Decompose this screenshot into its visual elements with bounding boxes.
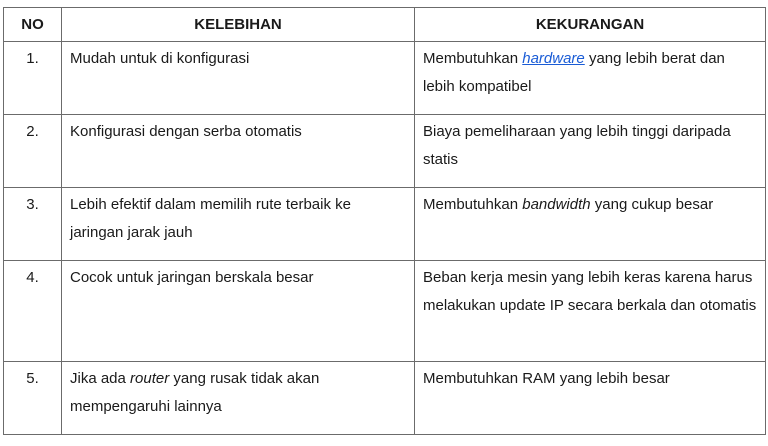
kelebihan-text: Jika ada	[70, 370, 131, 387]
table-row	[4, 362, 766, 435]
kekurangan-cell: Beban kerja mesin yang lebih keras karena harus melakukan update IP secara berkala dan otomatis	[415, 261, 766, 362]
kekurangan-text: yang cukup besar	[590, 196, 714, 213]
kelebihan-text: yang rusak tidak akan mempengaruhi lainnya	[70, 370, 320, 415]
kelebihan-cell: Cocok untuk jaringan berskala besar	[62, 261, 415, 362]
table-row	[4, 188, 766, 261]
table-row	[4, 115, 766, 188]
kekurangan-cell	[415, 188, 766, 261]
header-kekurangan: KEKURANGAN	[415, 8, 766, 42]
kekurangan-cell	[415, 42, 766, 115]
router-term: router	[130, 370, 170, 387]
header-kelebihan: KELEBIHAN	[62, 8, 415, 42]
kekurangan-text: Membutuhkan	[423, 196, 523, 213]
kelebihan-cell: Mudah untuk di konfigurasi	[62, 42, 415, 115]
hardware-link[interactable]: hardware	[522, 50, 585, 67]
kelebihan-cell: Lebih efektif dalam memilih rute terbaik ke jaringan jarak jauh	[62, 188, 415, 261]
kelebihan-cell: Konfigurasi dengan serba otomatis	[62, 115, 415, 188]
kelebihan-cell	[62, 362, 415, 435]
row-number: 5.	[4, 362, 62, 435]
row-number: 4.	[4, 261, 62, 362]
comparison-table	[3, 7, 766, 435]
bandwidth-term: bandwidth	[522, 196, 591, 213]
kekurangan-text: yang lebih berat dan lebih kompatibel	[423, 50, 725, 95]
table-row	[4, 42, 766, 115]
kekurangan-cell: Biaya pemeliharaan yang lebih tinggi daripada statis	[415, 115, 766, 188]
table-header-row	[4, 8, 766, 42]
header-no: NO	[4, 8, 62, 42]
comparison-table-container	[3, 7, 766, 435]
kekurangan-text: Membutuhkan	[423, 50, 523, 67]
kekurangan-cell: Membutuhkan RAM yang lebih besar	[415, 362, 766, 435]
row-number: 2.	[4, 115, 62, 188]
table-row	[4, 261, 766, 362]
row-number: 3.	[4, 188, 62, 261]
row-number: 1.	[4, 42, 62, 115]
